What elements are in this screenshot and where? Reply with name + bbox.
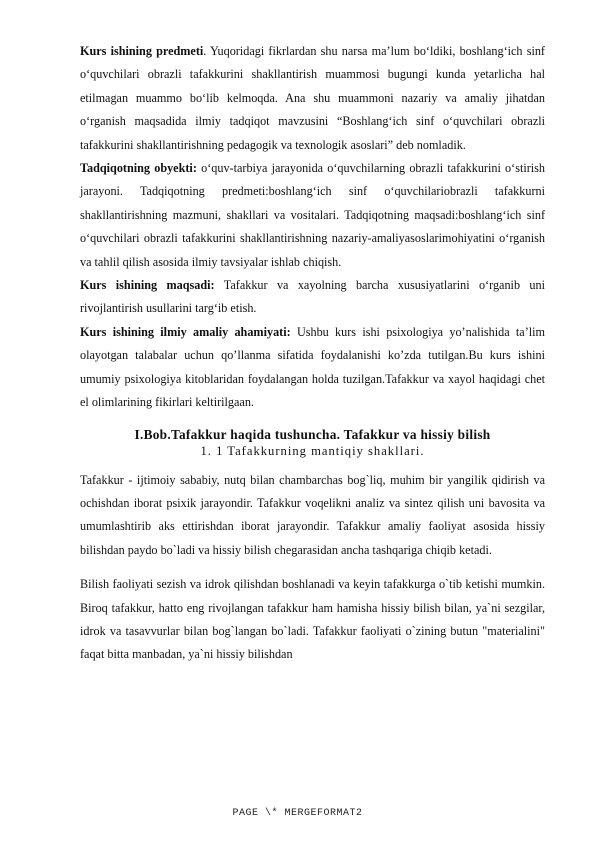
document-page	[80, 0, 545, 667]
page-footer-field: PAGE \* MERGEFORMAT2	[232, 808, 363, 819]
label-object: Tadqiqotning obyekti:	[80, 161, 197, 176]
paragraph-gap	[80, 562, 545, 573]
text-goal: Tafakkur va xayolning barcha xususiyatlarini o‘rganib uni rivojlantirish usullarini targ‘ib etish.	[80, 278, 545, 316]
paragraph-object	[80, 157, 545, 274]
paragraph-significance	[80, 321, 545, 415]
paragraph-thinking-definition: Tafakkur - ijtimoiy sababiy, nutq bilan chambarchas bog`liq, muhim bir yangilik qidirish va ochishdan iborat psixik jarayondir. Tafakkur voqelikni analiz va sintez qilish uni bavosita va umumlashtirib aks ettirishdan iborat jarayondir. Tafakkur amaliy faoliyat asosida hissiy bilishdan paydo bo`ladi va hissiy bilish chegarasidan ancha tashqariga chiqib ketadi.	[80, 472, 545, 557]
label-subject: Kurs ishining predmeti	[80, 44, 204, 58]
section-subheading: 1. 1 Tafakkurning mantiqiy shakllari.	[200, 443, 425, 458]
text-object: o‘quv-tarbiya jarayonida o‘quvchilarning obrazli tafakkurini o‘stirish jarayoni. Tadqiqotning predmeti:boshlang‘ich sinf o‘quvchilariobrazli tafakkurni shakllantirishning mazmuni, shakllari va vositalari. Tadqiqotning maqsadi:boshlang‘ich sinf o‘quvchilari obrazli tafakkurini shakllantirishning nazariy-amaliyasoslarimohiyatini o‘rganish va tahlil qilish asosida ilmiy tavsiyalar ishlab chiqish.	[80, 161, 545, 269]
chapter-heading: I.Bob.Tafakkur haqida tushuncha. Tafakkur va hissiy bilish	[134, 426, 491, 442]
text-subject: . Yuqoridagi fikrlardan shu narsa ma’lum bo‘ldiki, boshlang‘ich sinf o‘quvchilari obrazli tafakkurini shakllantirish muammosi bugungi kunda yetarlicha hal etilmagan muammo bo‘lib kelmoqda. Ana shu muammoni nazariy va amaliy jihatdan o‘rganish maqsadida ilmiy tadqiqot mavzusini “Boshlang‘ich sinf o‘quvchilari obrazli tafakkurini shakllantirishning pedagogik va texnologik asoslari” deb nomladik.	[80, 44, 545, 152]
paragraph-cognition: Bilish faoliyati sezish va idrok qilishdan boshlanadi va keyin tafakkurga o`tib ketishi mumkin. Biroq tafakkur, hatto eng rivojlangan tafakkur ham hamisha hissiy bilish bilan, ya`ni sezgilar, idrok va tasavvurlar bilan bog`langan bo`ladi. Tafakkur faoliyati o`zining butun "materialini" faqat bitta manbadan, ya`ni hissiy bilishdan	[80, 577, 545, 662]
paragraph-subject	[80, 0, 545, 157]
label-goal: Kurs ishining maqsadi:	[80, 278, 215, 293]
label-significance: Kurs ishining ilmiy amaliy ahamiyati:	[80, 324, 291, 339]
text-significance: Ushbu kurs ishi psixologiya yo’nalishida ta’lim olayotgan talabalar uchun qo’llanma sifatida foydalanishi ko’zda tutilgan.Bu kurs ishini umumiy psixologiya kitoblaridan foydalangan holda tuzilgan.Tafakkur va xayol haqidagi chet el olimlarining fikirlari keltirilgaan.	[80, 324, 545, 410]
paragraph-goal	[80, 274, 545, 321]
